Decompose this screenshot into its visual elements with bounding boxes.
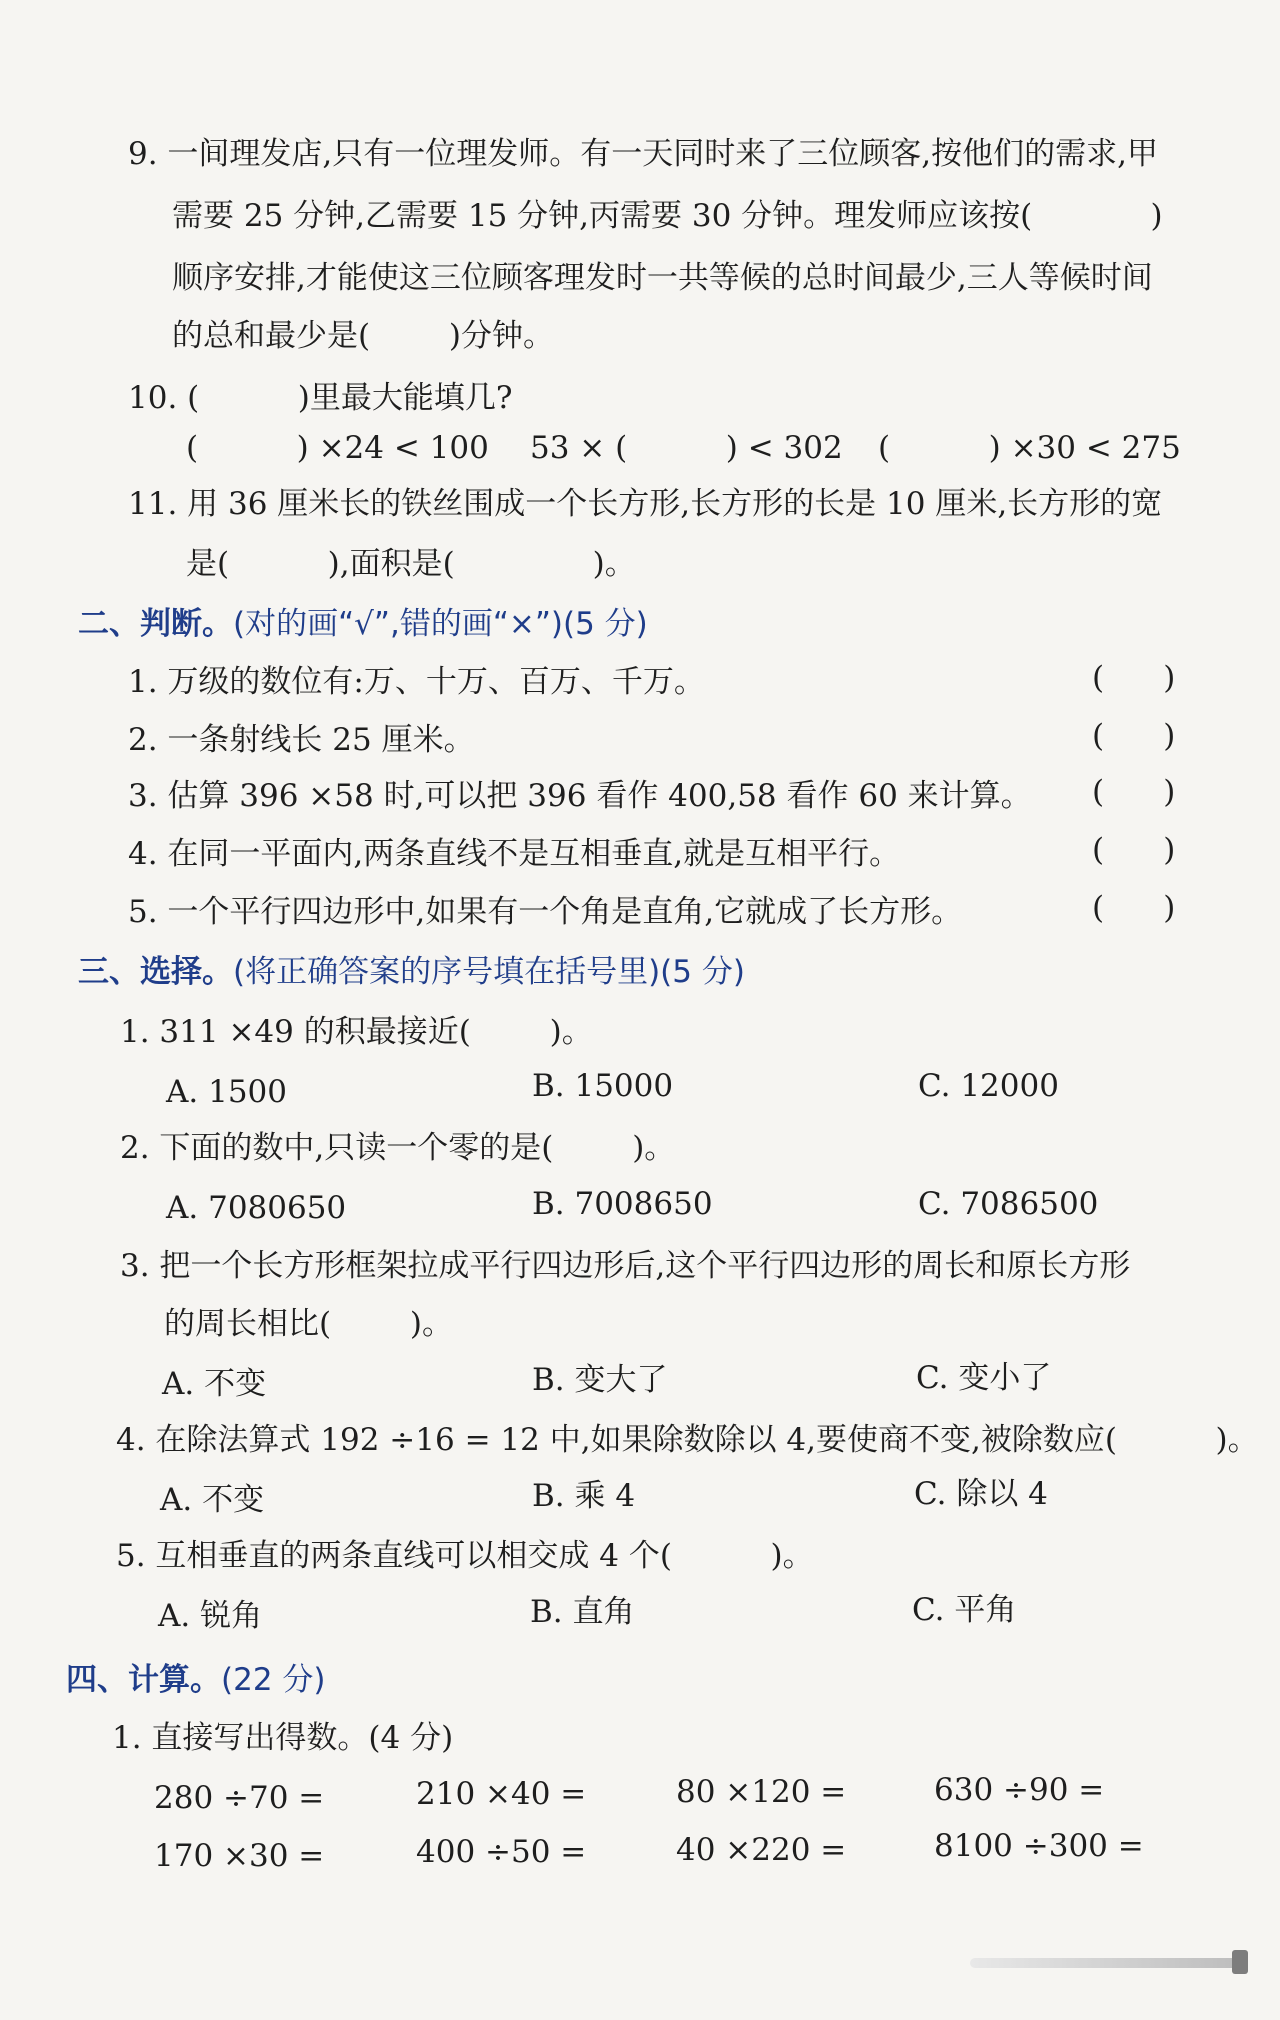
scroll-indicator bbox=[970, 1958, 1240, 1968]
choice-q1-option-a[interactable]: A. 1500 bbox=[166, 1074, 287, 1110]
section-4-subtitle: (22 分) bbox=[221, 1662, 326, 1698]
choice-q4-option-c[interactable]: C. 除以 4 bbox=[914, 1476, 1048, 1512]
q10-line-1: 10. ( )里最大能填几? bbox=[128, 380, 513, 416]
q10-item-b: 53 × ( ) < 302 bbox=[530, 430, 843, 466]
choice-q3-option-b[interactable]: B. 变大了 bbox=[532, 1362, 668, 1398]
choice-q3-stem-2: 的周长相比( )。 bbox=[164, 1306, 454, 1342]
section-4-heading bbox=[66, 1660, 326, 1700]
q9-line-1: 9. 一间理发店,只有一位理发师。有一天同时来了三位顾客,按他们的需求,甲 bbox=[128, 136, 1158, 172]
q10-item-c: ( ) ×30 < 275 bbox=[878, 430, 1181, 466]
choice-q3-stem-1: 3. 把一个长方形框架拉成平行四边形后,这个平行四边形的周长和原长方形 bbox=[120, 1248, 1131, 1284]
judge-answer-5[interactable]: ( ) bbox=[1092, 890, 1176, 926]
calc-q1-stem: 1. 直接写出得数。(4 分) bbox=[112, 1720, 454, 1756]
calc-r1-c2: 210 ×40 = bbox=[416, 1776, 587, 1812]
section-2-heading bbox=[78, 604, 648, 644]
calc-r2-c1: 170 ×30 = bbox=[154, 1838, 325, 1874]
section-2-title: 二、判断。 bbox=[78, 606, 233, 642]
judge-item-4: 4. 在同一平面内,两条直线不是互相垂直,就是互相平行。 bbox=[128, 836, 901, 872]
calc-r1-c4: 630 ÷90 = bbox=[934, 1772, 1105, 1808]
calc-r2-c3: 40 ×220 = bbox=[676, 1832, 847, 1868]
choice-q2-option-c[interactable]: C. 7086500 bbox=[918, 1186, 1099, 1222]
section-3-subtitle: (将正确答案的序号填在括号里)(5 分) bbox=[233, 954, 745, 990]
choice-q2-option-a[interactable]: A. 7080650 bbox=[166, 1190, 347, 1226]
choice-q1-stem: 1. 311 ×49 的积最接近( )。 bbox=[120, 1014, 593, 1050]
choice-q5-stem: 5. 互相垂直的两条直线可以相交成 4 个( )。 bbox=[116, 1538, 814, 1574]
choice-q3-option-c[interactable]: C. 变小了 bbox=[916, 1360, 1052, 1396]
section-2-subtitle: (对的画“√”,错的画“×”)(5 分) bbox=[233, 606, 648, 642]
choice-q2-option-b[interactable]: B. 7008650 bbox=[532, 1186, 713, 1222]
scroll-indicator-handle bbox=[1232, 1950, 1248, 1974]
section-4-title: 四、计算。 bbox=[66, 1662, 221, 1698]
q11-line-2: 是( ),面积是( )。 bbox=[186, 546, 636, 582]
judge-answer-1[interactable]: ( ) bbox=[1092, 660, 1176, 696]
choice-q5-option-a[interactable]: A. 锐角 bbox=[158, 1598, 263, 1634]
choice-q1-option-b[interactable]: B. 15000 bbox=[532, 1068, 674, 1104]
q11-line-1: 11. 用 36 厘米长的铁丝围成一个长方形,长方形的长是 10 厘米,长方形的宽 bbox=[128, 486, 1163, 522]
q9-line-4: 的总和最少是( )分钟。 bbox=[172, 318, 555, 354]
choice-q3-option-a[interactable]: A. 不变 bbox=[162, 1366, 267, 1402]
judge-item-3: 3. 估算 396 ×58 时,可以把 396 看作 400,58 看作 60 来计算。 bbox=[128, 778, 1032, 814]
judge-answer-3[interactable]: ( ) bbox=[1092, 774, 1176, 810]
calc-r1-c3: 80 ×120 = bbox=[676, 1774, 847, 1810]
calc-r2-c2: 400 ÷50 = bbox=[416, 1834, 587, 1870]
choice-q4-option-a[interactable]: A. 不变 bbox=[160, 1482, 265, 1518]
choice-q1-option-c[interactable]: C. 12000 bbox=[918, 1068, 1059, 1104]
q9-line-2: 需要 25 分钟,乙需要 15 分钟,丙需要 30 分钟。理发师应该按( ) bbox=[172, 198, 1163, 234]
choice-q5-option-c[interactable]: C. 平角 bbox=[912, 1592, 1017, 1628]
q10-item-a: ( ) ×24 < 100 bbox=[186, 430, 489, 466]
section-3-title: 三、选择。 bbox=[78, 954, 233, 990]
judge-item-1: 1. 万级的数位有:万、十万、百万、千万。 bbox=[128, 664, 705, 700]
section-3-heading bbox=[78, 952, 745, 992]
q9-line-3: 顺序安排,才能使这三位顾客理发时一共等候的总时间最少,三人等候时间 bbox=[172, 260, 1153, 296]
judge-answer-2[interactable]: ( ) bbox=[1092, 718, 1176, 754]
choice-q4-stem: 4. 在除法算式 192 ÷16 = 12 中,如果除数除以 4,要使商不变,被除数应( )。 bbox=[116, 1422, 1259, 1458]
calc-r2-c4: 8100 ÷300 = bbox=[934, 1828, 1144, 1864]
judge-item-2: 2. 一条射线长 25 厘米。 bbox=[128, 722, 475, 758]
judge-item-5: 5. 一个平行四边形中,如果有一个角是直角,它就成了长方形。 bbox=[128, 894, 963, 930]
choice-q2-stem: 2. 下面的数中,只读一个零的是( )。 bbox=[120, 1130, 676, 1166]
calc-r1-c1: 280 ÷70 = bbox=[154, 1780, 325, 1816]
choice-q4-option-b[interactable]: B. 乘 4 bbox=[532, 1478, 636, 1514]
judge-answer-4[interactable]: ( ) bbox=[1092, 832, 1176, 868]
choice-q5-option-b[interactable]: B. 直角 bbox=[530, 1594, 635, 1630]
